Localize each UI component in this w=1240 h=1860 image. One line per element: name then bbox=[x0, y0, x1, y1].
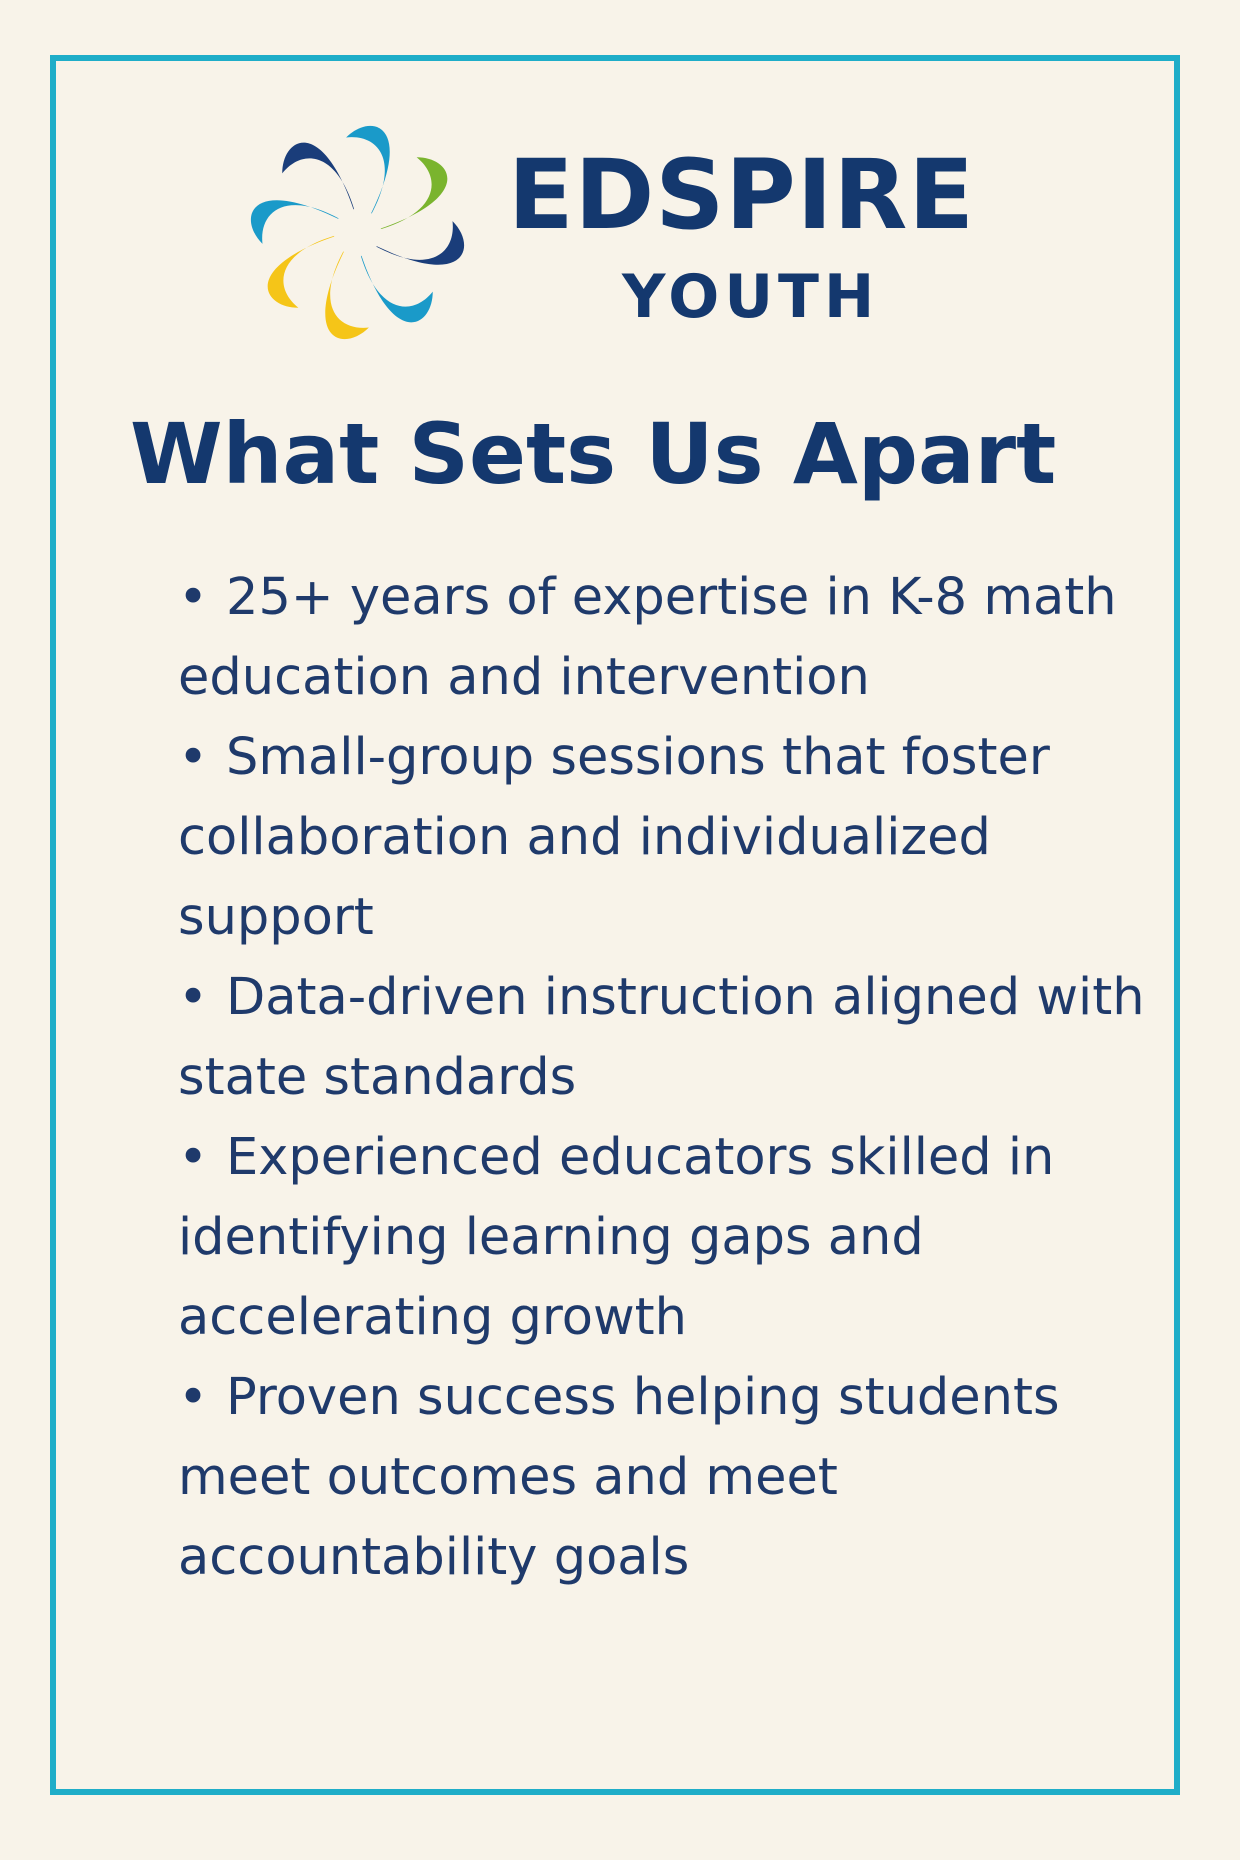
feature-text: Data-driven instruction aligned with state standards bbox=[178, 968, 1145, 1107]
list-item bbox=[178, 558, 1168, 718]
list-item bbox=[178, 1118, 1168, 1358]
list-item bbox=[178, 958, 1168, 1118]
brand-name: EDSPIRE bbox=[508, 139, 975, 251]
bullet-icon: • bbox=[178, 568, 209, 627]
bullet-icon: • bbox=[178, 728, 209, 787]
feature-list bbox=[178, 558, 1168, 1598]
bullet-icon: • bbox=[178, 968, 209, 1027]
list-item bbox=[178, 718, 1168, 958]
brand-header bbox=[250, 125, 990, 345]
feature-text: Experienced educators skilled in identifying learning gaps and accelerating growth bbox=[178, 1128, 1055, 1347]
page-title: What Sets Us Apart bbox=[130, 405, 1057, 503]
feature-text: 25+ years of expertise in K-8 math education and intervention bbox=[178, 568, 1117, 707]
swirl-logo-icon bbox=[250, 125, 465, 340]
bullet-icon: • bbox=[178, 1128, 209, 1187]
bullet-icon: • bbox=[178, 1368, 209, 1427]
brand-subtitle: YOUTH bbox=[622, 262, 880, 332]
list-item bbox=[178, 1358, 1168, 1598]
feature-text: Small-group sessions that foster collaboration and individualized support bbox=[178, 728, 1050, 947]
feature-text: Proven success helping students meet outcomes and meet accountability goals bbox=[178, 1368, 1060, 1587]
